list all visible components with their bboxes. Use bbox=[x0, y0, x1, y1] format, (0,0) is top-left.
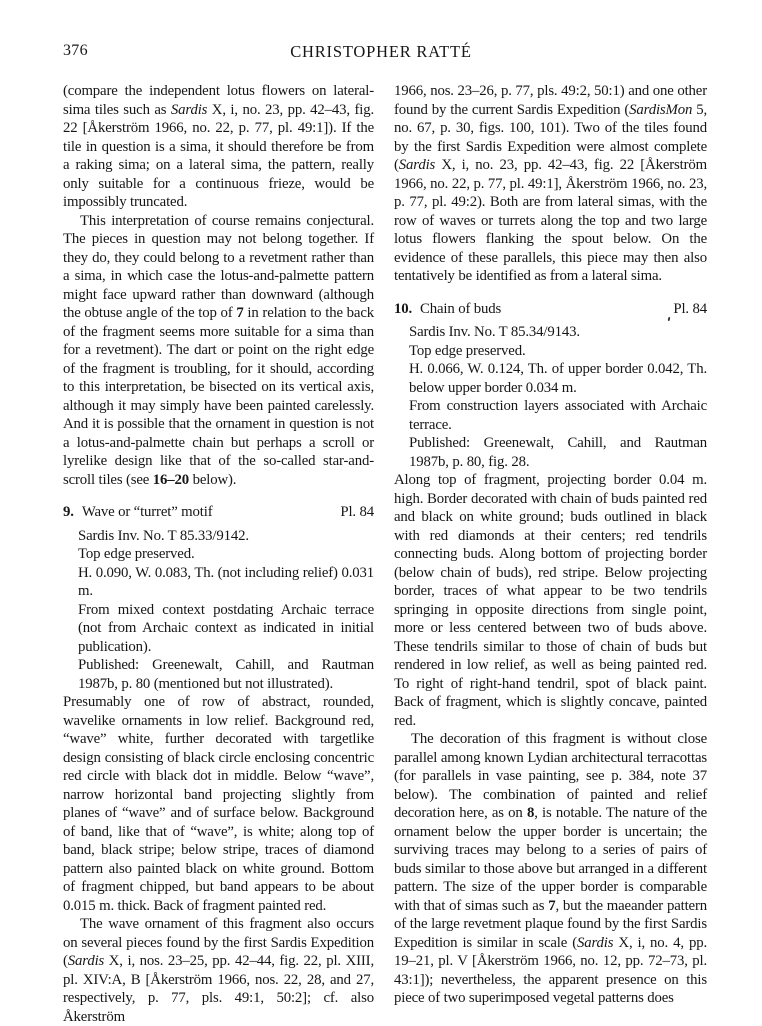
text-run: below). bbox=[189, 471, 237, 488]
text-run: Sardis bbox=[67, 953, 105, 969]
text-run: This interpretation of course remains conjectural. The pieces in question may not belong together. If they do, they could belong to a revetment rather than a sima, in which case the lotus-and-palmette pattern might face upward rather than downward (although the obtuse angle of the top of bbox=[63, 212, 374, 321]
entry-number: 10. bbox=[394, 300, 413, 317]
text-run: SardisMon bbox=[629, 101, 693, 118]
text-run: (compare the independent lotus flowers on lateral-sima tiles such as bbox=[63, 83, 374, 118]
entry-heading bbox=[63, 503, 374, 522]
text-run: From construction layers associated with Archaic terrace. bbox=[409, 398, 707, 433]
catalog-line bbox=[63, 527, 374, 546]
entry-title: Wave or “turret” motif bbox=[81, 504, 213, 520]
plate-reference: Pl. 84 bbox=[673, 300, 707, 317]
text-run: X, i, no. 4, pp. 19–21, pl. V [Åkerström 1966, no. 12, pp. 72–73, pl. 43:1]); nevertheless, the apparent presence on this piece of two superimposed vegetal patterns does bbox=[394, 934, 707, 1006]
text-run: Top edge preserved. bbox=[78, 546, 195, 562]
paragraph bbox=[394, 730, 707, 1008]
text-run: Sardis bbox=[577, 934, 614, 951]
column-left bbox=[63, 82, 374, 1026]
text-run: Along top of fragment, projecting border 0.04 m. high. Border decorated with chain of buds painted red and black on white ground; buds outlined in black with red diamonds at their centers; red tendrils connecting buds. Along bottom of projecting border (below chain of buds), red stripe. Below projecting border, traces of what appear to be two tendrils springing in opposite directions from single point, more or less centered between two of buds above. These tendrils similar to those of chain of buds but rendered in low relief, as well as being painted red. To right of right-hand tendril, spot of black paint. Back of fragment, which is slightly concave, painted red. bbox=[394, 472, 707, 729]
catalog-line bbox=[63, 564, 374, 601]
paragraph bbox=[394, 82, 707, 286]
text-run: Published: Greenewalt, Cahill, and Rautman 1987b, p. 80, fig. 28. bbox=[409, 435, 707, 470]
text-run: Sardis Inv. No. T 85.34/9143. bbox=[409, 324, 580, 340]
text-run: X, i, no. 23, pp. 42–43, fig. 22 [Åkerström 1966, no. 22, p. 77, pl. 49:1], Åkerström 1966, no. 23, p. 77, pl. 49:2). Both are from lateral simas, with the row of waves or turrets along the top and two large lotus flowers flanking the spout below. On the evidence of these parallels, this piece may then also tentatively be identified as from a lateral sima. bbox=[394, 157, 707, 284]
text-run: , is notable. The nature of the ornament below the upper border is uncertain; the surviving traces may belong to a series of pairs of buds similar to those above but arranged in a different pattern. The size of the upper border is comparable with that of simas such as bbox=[394, 805, 707, 914]
text-run: Published: Greenewalt, Cahill, and Rautman 1987b, p. 80 (mentioned but not illustrated). bbox=[78, 657, 374, 692]
entry-title: Chain of buds bbox=[420, 300, 502, 317]
text-run: Top edge preserved. bbox=[409, 342, 526, 359]
text-run: in relation to the back of the fragment seems more suitable for a sima than for a revetment). The dart or point on the right edge of the fragment is troubling, for it should, according to this interpretation, be bisected on its vertical axis, although it may simply have been painted carelessly. And it is possible that the ornament in question is not a lotus-and-palmette chain but perhaps a scroll or lyrelike design like that of the so-called star-and-scroll tiles (see bbox=[63, 305, 374, 488]
paragraph bbox=[394, 471, 707, 730]
page-number: 376 bbox=[63, 42, 88, 59]
text-run: H. 0.090, W. 0.083, Th. (not including relief) 0.031 m. bbox=[78, 564, 374, 599]
entry-number: 9. bbox=[63, 504, 74, 520]
catalog-line bbox=[63, 656, 374, 693]
text-run: Presumably one of row of abstract, rounded, wavelike ornaments in low relief. Background red, “wave” white, further decorated with targetlike design consisting of black circle enclosing concentric red circle with black dot in middle. Below “wave”, narrow horizontal band projecting slightly from planes of “wave” and of surface below. Background of band, like that of “wave”, is white; along top of band, black stripe; below stripe, traces of diamond pattern also painted black on white ground. Bottom of fragment chipped, but band appears to be about 0.015 m. thick. Back of fragment painted red. bbox=[63, 694, 374, 914]
text-run: 1966, nos. 23–26, p. 77, pls. 49:2, 50:1) and one other found by the current Sardis Expedition ( bbox=[394, 83, 707, 118]
running-head: CHRISTOPHER RATTÉ bbox=[290, 42, 472, 61]
catalog-line bbox=[394, 323, 707, 342]
text-run: Sardis Inv. No. T 85.33/9142. bbox=[78, 527, 249, 544]
catalog-line bbox=[394, 434, 707, 471]
text-run: The decoration of this fragment is without close parallel among known Lydian architectural terracottas (for parallels in vase painting, see p. 384, note 37 below). The combination of painted and relief decoration here, as on bbox=[394, 731, 707, 821]
text-run: X, i, no. 23, pp. 42–43, fig. 22 [Åkerström 1966, no. 22, p. 77, pl. 49:1]). If the tile in question is a sima, it should therefore be from a raking sima; on a lateral sima, the pattern, really only suitable for a continuous frieze, would be impossibly truncated. bbox=[63, 101, 374, 210]
text-run: X, i, nos. 23–25, pp. 42–44, fig. 22, pl. XIII, pl. XIV:A, B [Åkerström 1966, nos. 22, 28, and 27, respectively, p. 77, pls. 49:1, 50:2]; cf. also Åkerström bbox=[63, 953, 374, 1025]
text-run: Sardis bbox=[398, 157, 436, 173]
text-run: From mixed context postdating Archaic terrace (not from Archaic context as indicated in initial publication). bbox=[78, 601, 374, 655]
text-run: 8 bbox=[526, 805, 535, 821]
text-run: The wave ornament of this fragment also occurs on several pieces found by the first Sardis Expedition ( bbox=[63, 916, 374, 969]
paragraph bbox=[63, 915, 374, 1026]
catalog-line bbox=[394, 342, 707, 361]
text-run: 16–20 bbox=[152, 471, 190, 488]
text-run: 7 bbox=[236, 305, 244, 321]
text-run: 7 bbox=[548, 897, 556, 914]
catalog-line bbox=[394, 397, 707, 434]
paragraph bbox=[63, 212, 374, 490]
entry-heading bbox=[394, 300, 707, 319]
column-right bbox=[394, 82, 707, 1008]
plate-reference: Pl. 84 bbox=[340, 504, 374, 520]
catalog-line bbox=[63, 545, 374, 564]
text-run: Sardis bbox=[170, 101, 208, 118]
catalog-line bbox=[63, 601, 374, 657]
paragraph bbox=[63, 82, 374, 212]
catalog-line bbox=[394, 360, 707, 397]
text-run: 5, no. 67, p. 30, figs. 100, 101). Two of the tiles found by the first Sardis Expedition were almost complete ( bbox=[394, 101, 707, 173]
text-run: H. 0.066, W. 0.124, Th. of upper border 0.042, Th. below upper border 0.034 m. bbox=[409, 361, 707, 396]
text-run: , but the maeander pattern of the large revetment plaque found by the first Sardis Expedition is similar in scale ( bbox=[394, 897, 708, 951]
paragraph bbox=[63, 693, 374, 915]
